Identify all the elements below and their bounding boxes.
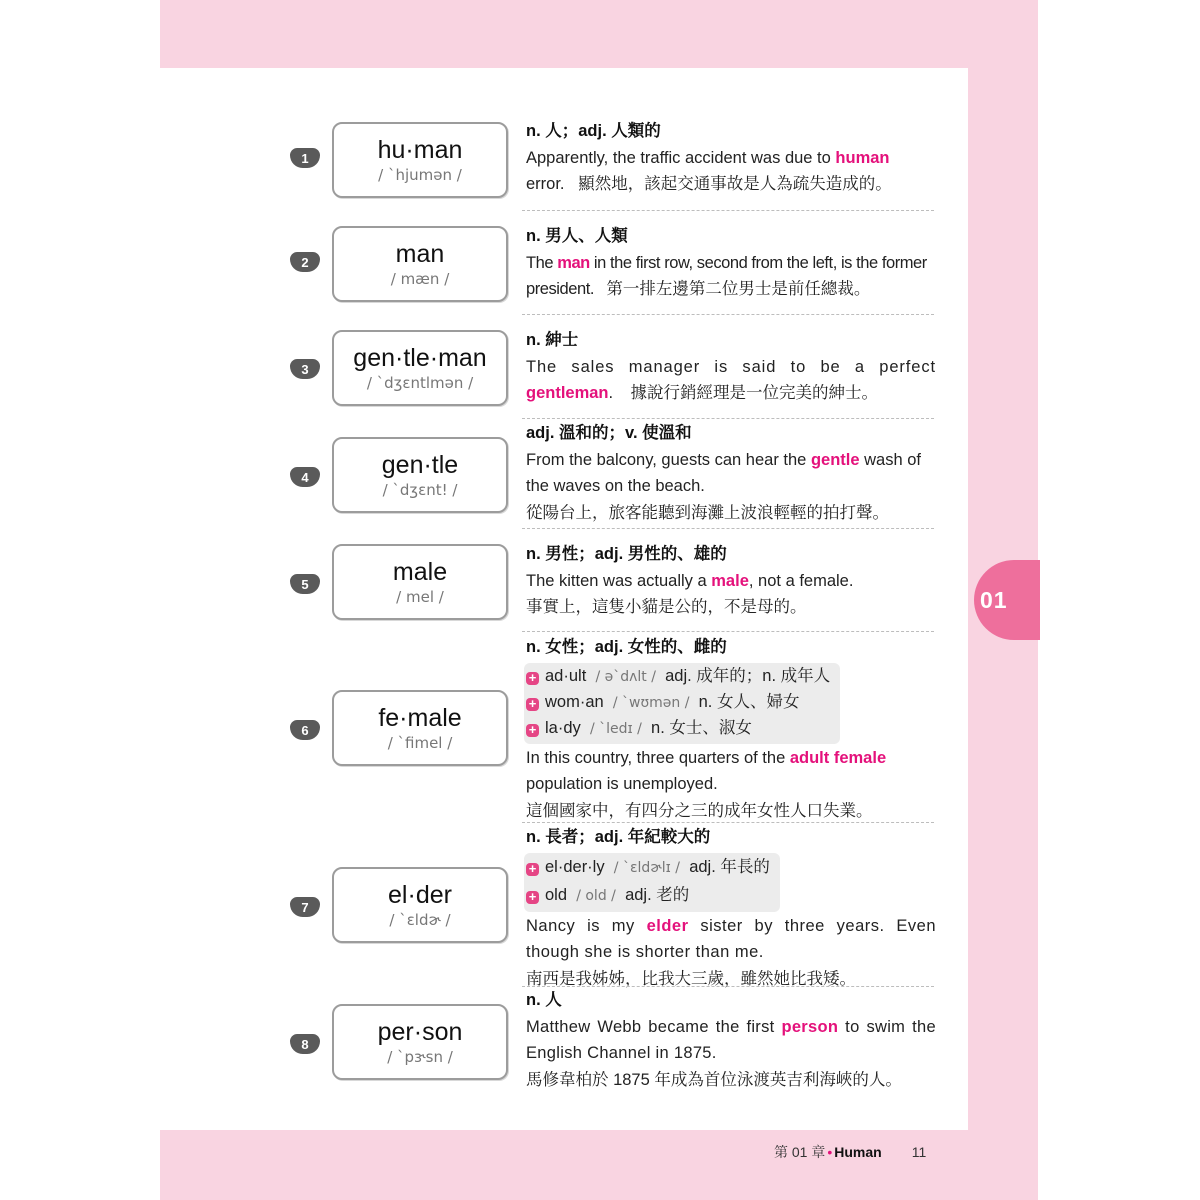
entry-number-badge: 6: [290, 720, 320, 740]
related-phonetic: / ˋɛldɚlɪ /: [613, 859, 681, 876]
word-card: [332, 1004, 508, 1080]
example-sentence: [526, 354, 936, 407]
example-text: population is unemployed.: [526, 775, 718, 793]
example-sentence: [526, 145, 936, 198]
related-word-text: el·der·ly: [545, 857, 605, 876]
entry-number-badge: 4: [290, 467, 320, 487]
headword: man: [395, 240, 445, 268]
related-meaning: adj. 年長的: [689, 857, 770, 876]
chapter-tab[interactable]: 01: [974, 560, 1040, 640]
example-text: .: [608, 384, 615, 402]
entry-number-badge: 3: [290, 359, 320, 379]
headword: gen·tle: [381, 451, 459, 479]
headword: fe·male: [378, 704, 462, 732]
part-of-speech: n. 人；adj. 人類的: [526, 122, 661, 140]
page-footer: [774, 1142, 926, 1162]
part-of-speech: n. 女性；adj. 女性的、雌的: [526, 638, 727, 656]
definition-block: [526, 824, 936, 992]
definition-block: [526, 327, 936, 407]
phonetic: / mæn /: [390, 270, 450, 288]
chapter-label: 第 01 章: [774, 1144, 826, 1160]
plus-icon: +: [526, 891, 539, 904]
example-highlight: male: [711, 571, 749, 590]
example-sentence: [526, 447, 936, 500]
word-card: [332, 867, 508, 943]
example-text: In this country, three quarters of the: [526, 748, 790, 767]
example-sentence: [526, 913, 936, 966]
phonetic: / ˋɛldɚ /: [389, 911, 451, 929]
entry-number-badge: 7: [290, 897, 320, 917]
example-text: error.: [526, 175, 565, 193]
example-highlight: adult female: [789, 748, 887, 767]
entry-divider: [522, 314, 934, 315]
definition-block: [526, 223, 936, 303]
example-text: The: [526, 253, 558, 272]
example-sentence: [526, 250, 936, 303]
plus-icon: +: [526, 724, 539, 737]
translation: 這個國家中，有四分之三的成年女性人口失業。: [526, 801, 873, 820]
example-highlight: person: [781, 1017, 839, 1036]
example-text: The kitten was actually a: [526, 571, 712, 590]
headword: per·son: [377, 1018, 463, 1046]
translation: 據說行銷經理是一位完美的紳士。: [630, 384, 878, 402]
entry-number-badge: 2: [290, 252, 320, 272]
part-of-speech: n. 男性；adj. 男性的、雄的: [526, 545, 727, 563]
headword: male: [392, 558, 448, 586]
entry-divider: [522, 631, 934, 632]
example-highlight: gentle: [810, 450, 860, 469]
related-phonetic: / ˋledɪ /: [589, 720, 642, 737]
related-phonetic: / əˋdʌlt /: [595, 668, 656, 685]
page-number: 11: [911, 1144, 927, 1160]
chapter-name: Human: [834, 1144, 882, 1160]
related-word-text: old: [545, 885, 568, 904]
footer-dot: •: [827, 1144, 833, 1160]
related-word-text: la·dy: [545, 718, 581, 737]
plus-icon: +: [526, 672, 539, 685]
entry-divider: [522, 822, 934, 823]
example-text: Apparently, the traffic accident was due to: [526, 148, 836, 167]
definition-block: [526, 987, 936, 1093]
part-of-speech: n. 紳士: [526, 331, 579, 349]
word-card: [332, 226, 508, 302]
phonetic: / ˋpɝsn /: [387, 1048, 453, 1066]
example-text: wash of the waves on the beach.: [526, 450, 921, 495]
related-word: [526, 854, 770, 882]
example-highlight: human: [835, 148, 890, 167]
example-text: Nancy is my: [526, 916, 647, 935]
word-card: [332, 690, 508, 766]
headword: hu·man: [377, 136, 463, 164]
example-sentence: [526, 568, 936, 595]
example-sentence: [526, 745, 936, 798]
word-card: [332, 437, 508, 513]
entry-divider: [522, 418, 934, 419]
word-card: [332, 330, 508, 406]
part-of-speech: n. 男人、人類: [526, 227, 628, 245]
related-meaning: n. 女士、淑女: [651, 718, 752, 737]
related-word-text: ad·ult: [545, 666, 587, 685]
entry-divider: [522, 528, 934, 529]
definition-block: [526, 541, 936, 621]
related-phonetic: / ˋwʊmən /: [612, 694, 690, 711]
example-highlight: man: [557, 253, 590, 272]
related-meaning: n. 女人、婦女: [698, 692, 800, 711]
example-text: , not a female.: [748, 571, 854, 590]
phonetic: / ˋfimel /: [387, 734, 453, 752]
headword: el·der: [388, 881, 452, 909]
definition-block: [526, 420, 936, 526]
translation: 南西是我姊姊，比我大三歲，雖然她比我矮。: [526, 969, 856, 988]
example-highlight: gentleman: [526, 384, 609, 402]
entry-number-badge: 5: [290, 574, 320, 594]
related-word: [526, 690, 830, 716]
word-card: [332, 544, 508, 620]
example-text: Matthew Webb became the first: [526, 1017, 782, 1036]
entry-divider: [522, 210, 934, 211]
example-text: sister by three years. Even though she is shorter than me.: [526, 916, 936, 961]
part-of-speech: n. 人: [526, 991, 562, 1009]
example-sentence: [526, 1014, 936, 1067]
translation: 事實上，這隻小貓是公的，不是母的。: [526, 598, 807, 616]
translation: 第一排左邊第二位男士是前任總裁。: [606, 280, 871, 298]
related-meaning: adj. 成年的；n. 成年人: [665, 666, 831, 685]
related-word: [526, 882, 770, 910]
example-text: From the balcony, guests can hear the: [526, 450, 811, 469]
headword: gen·tle·man: [353, 344, 487, 372]
related-words-box: [524, 663, 840, 744]
word-card: [332, 122, 508, 198]
entry-number-badge: 8: [290, 1034, 320, 1054]
plus-icon: +: [526, 863, 539, 876]
related-word: [526, 716, 830, 742]
plus-icon: +: [526, 698, 539, 711]
related-words-box: [524, 853, 780, 912]
entry-number-badge: 1: [290, 148, 320, 168]
translation: 從陽台上，旅客能聽到海灘上波浪輕輕的拍打聲。: [526, 503, 889, 522]
definition-block: [526, 634, 936, 824]
part-of-speech: adj. 溫和的；v. 使溫和: [526, 424, 692, 442]
definition-block: [526, 118, 936, 198]
phonetic: / ˋdʒɛntlmən /: [366, 374, 474, 392]
related-word: [526, 664, 830, 690]
example-text: The sales manager is said to be a perfect: [526, 357, 936, 376]
phonetic: / ˋdʒɛnt! /: [382, 481, 458, 499]
example-highlight: elder: [646, 916, 689, 935]
phonetic: / mel /: [396, 588, 444, 606]
related-meaning: adj. 老的: [625, 885, 690, 904]
related-word-text: wom·an: [545, 692, 604, 711]
related-phonetic: / old /: [576, 887, 616, 904]
example-text: in the first row, second from the left, is the former president.: [526, 253, 927, 298]
translation: 馬修韋柏於 1875 年成為首位泳渡英吉利海峽的人。: [526, 1070, 902, 1089]
phonetic: / ˋhjumən /: [378, 166, 462, 184]
part-of-speech: n. 長者；adj. 年紀較大的: [526, 828, 711, 846]
translation: 顯然地，該起交通事故是人為疏失造成的。: [578, 175, 892, 193]
example-text: to swim the English Channel in 1875.: [526, 1017, 936, 1062]
